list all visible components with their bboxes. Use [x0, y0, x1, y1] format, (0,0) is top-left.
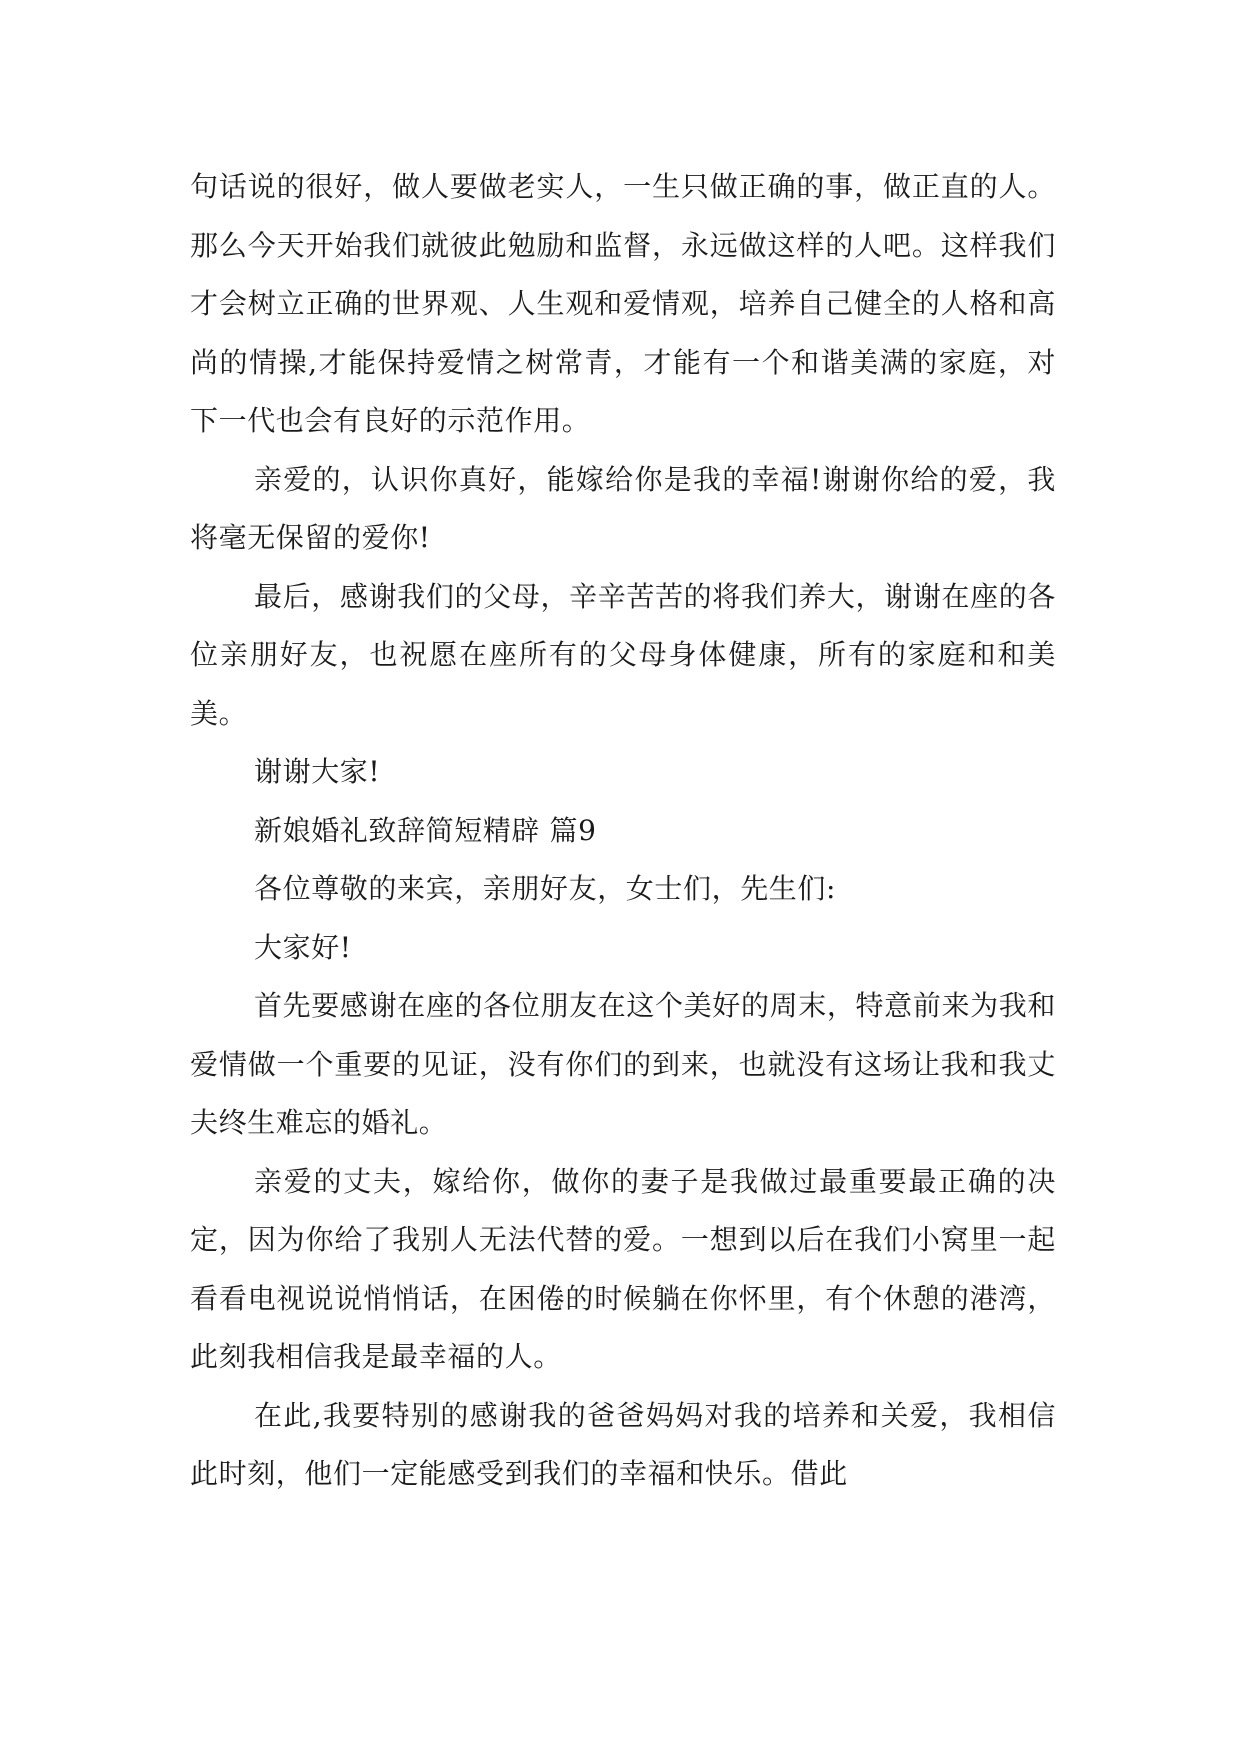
paragraph-1: 句话说的很好，做人要做老实人，一生只做正确的事，做正直的人。那么今天开始我们就彼此勉励和监督，永远做这样的人吧。这样我们才会树立正确的世界观、人生观和爱情观，培养自己健全的人格和高尚的情操,才能保持爱情之树常青，才能有一个和谐美满的家庭，对下一代也会有良好的示范作用。 [190, 170, 1056, 437]
paragraph-2: 亲爱的，认识你真好，能嫁给你是我的幸福!谢谢你给的爱，我将毫无保留的爱你! [190, 462, 1056, 554]
document-body [190, 158, 1056, 1504]
paragraph-9: 亲爱的丈夫，嫁给你，做你的妻子是我做过最重要最正确的决定，因为你给了我别人无法代替的爱。一想到以后在我们小窝里一起看看电视说说悄悄话，在困倦的时候躺在你怀里，有个休憩的港湾，此刻我相信我是最幸福的人。 [190, 1164, 1056, 1373]
paragraph-8: 首先要感谢在座的各位朋友在这个美好的周末，特意前来为我和爱情做一个重要的见证，没有你们的到来，也就没有这场让我和我丈夫终生难忘的婚礼。 [190, 989, 1056, 1139]
paragraph-10: 在此,我要特别的感谢我的爸爸妈妈对我的培养和关爱，我相信此时刻，他们一定能感受到我们的幸福和快乐。借此 [190, 1398, 1056, 1490]
section-heading: 新娘婚礼致辞简短精辟 篇9 [254, 813, 597, 847]
paragraph-4: 谢谢大家! [254, 755, 381, 788]
paragraph-3: 最后，感谢我们的父母，辛辛苦苦的将我们养大，谢谢在座的各位亲朋好友，也祝愿在座所有的父母身体健康，所有的家庭和和美美。 [190, 579, 1056, 730]
paragraph-6: 各位尊敬的来宾，亲朋好友，女士们，先生们: [254, 872, 837, 905]
paragraph-7: 大家好! [254, 930, 352, 964]
